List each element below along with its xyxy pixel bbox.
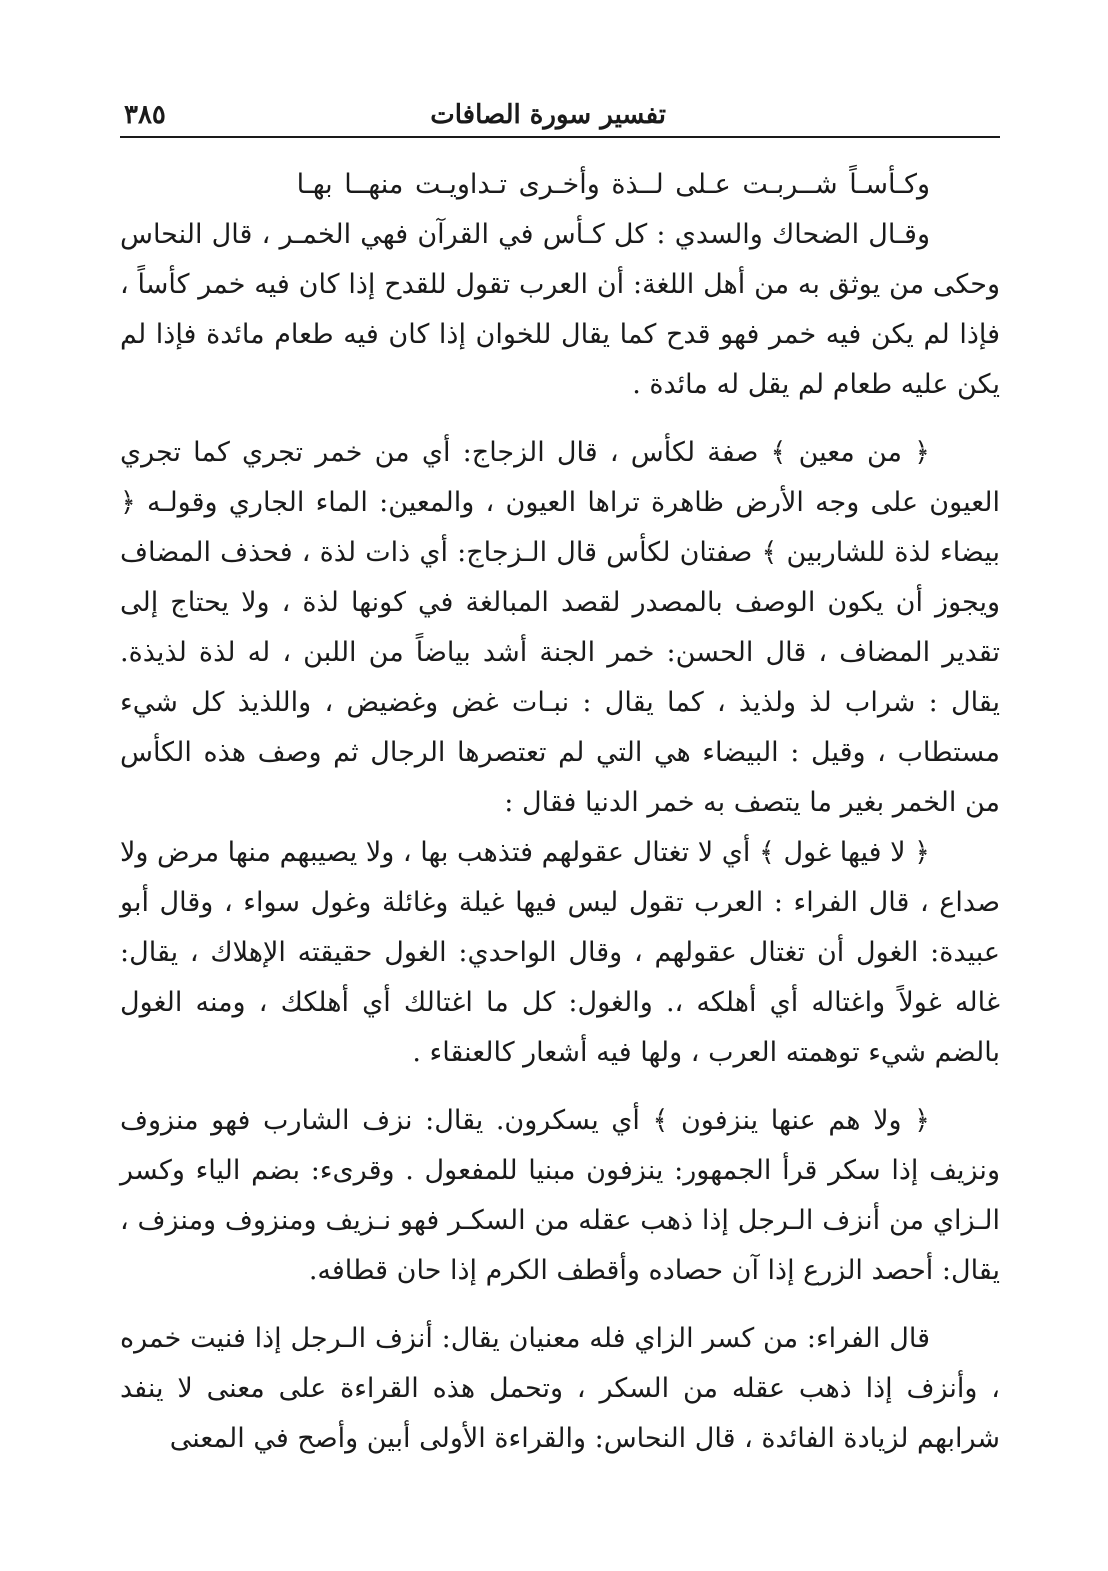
book-page xyxy=(120,100,1000,1464)
paragraph-farra: قال الفراء: من كسر الزاي فله معنيان يقال: أنزف الـرجل إذا فنيت خمره ، وأنزف إذا ذهب عقله من السكر ، وتحمل هذه القراءة على معنى لا ينفد شرابهم لزيادة الفائدة ، قال النحاس: والقراءة الأولى أبين وأصح في المعنى xyxy=(120,1323,1000,1454)
paragraph-la-fiha-ghawl: ﴿ لا فيها غول ﴾ أي لا تغتال عقولهم فتذهب بها ، ولا يصيبهم منها مرض ولا صداع ، قال الفراء : العرب تقول ليس فيها غيلة وغائلة وغول سواء ، وقال أبو عبيدة: الغول أن تغتال عقولهم ، وقال الواحدي: الغول حقيقته الإهلاك ، يقال: غاله غولاً واغتاله أي أهلكه ،. والغول: كل ما اغتالك أي أهلكك ، ومنه الغول بالضم شيء توهمته العرب ، ولها فيه أشعار كالعنقاء . xyxy=(120,837,1000,1068)
paragraph-khamr: وقـال الضحاك والسدي : كل كـأس في القرآن فهي الخمـر ، قال النحاس وحكى من يوثق به من أهل اللغة: أن العرب تقول للقدح إذا كان فيه خمر كأساً ، فإذا لم يكن فيه خمر فهو قدح كما يقال للخوان إذا كان فيه طعام مائدة فإذا لم يكن عليه طعام لم يقل له مائدة . xyxy=(120,219,1000,400)
paragraph-min-maeen: ﴿ من معين ﴾ صفة لكأس ، قال الزجاج: أي من خمر تجري كما تجري العيون على وجه الأرض ظاهرة تراها العيون ، والمعين: الماء الجاري وقولـه ﴿ بيضاء لذة للشاربين ﴾ صفتان لكأس قال الـزجاج: أي ذات لذة ، فحذف المضاف ويجوز أن يكون الوصف بالمصدر لقصد المبالغة في كونها لذة ، ولا يحتاج إلى تقدير المضاف ، قال الحسن: خمر الجنة أشد بياضاً من اللبن ، له لذة لذيذة. يقال : شراب لذ ولذيذ ، كما يقال : نبـات غض وغضيض ، واللذيذ كل شيء مستطاب ، وقيل : البيضاء هي التي لم تعتصرها الرجال ثم وصف هذه الكأس من الخمر بغير ما يتصف به خمر الدنيا فقال : xyxy=(120,437,1000,818)
running-title: تفسير سورة الصافات xyxy=(430,100,666,130)
poem-verse: وكـأسـاً شــربـت عـلى لــذة وأخـرى تـداويـت منهــا بهـا xyxy=(296,169,930,200)
page-number: ٣٨٥ xyxy=(124,100,166,130)
paragraph-yunzafun: ﴿ ولا هم عنها ينزفون ﴾ أي يسكرون. يقال: نزف الشارب فهو منزوف ونزيف إذا سكر قرأ الجمهور: ينزفون مبنيا للمفعول . وقرىء: بضم الياء وكسر الـزاي من أنزف الـرجل إذا ذهب عقله من السكـر فهو نـزيف ومنزوف ومنزف ، يقال: أحصد الزرع إذا آن حصاده وأقطف الكرم إذا حان قطافه. xyxy=(120,1105,1000,1286)
page-header xyxy=(120,100,1000,138)
